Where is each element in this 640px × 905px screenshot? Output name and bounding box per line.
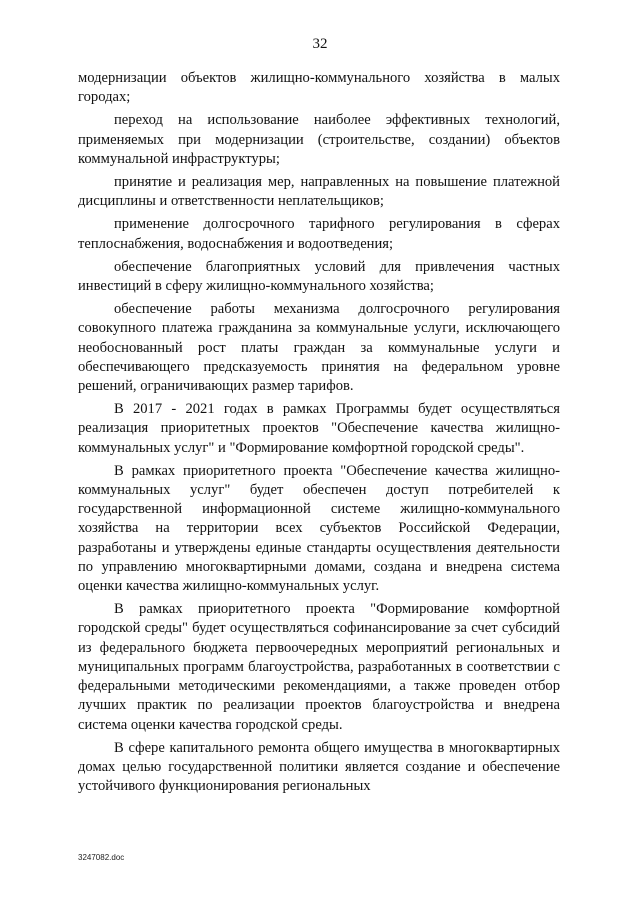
paragraph: В рамках приоритетного проекта "Обеспечение качества жилищно-коммунальных услуг" будет обеспечен доступ потребителей к государственной информационной системе жилищно-коммунального хозяйства на территории всех субъектов Российской Федерации, разработаны и утверждены единые стандарты осуществления деятельности по управлению многоквартирными домами, создана и внедрена система оценки качества жилищно-коммунальных услуг. xyxy=(78,462,560,595)
paragraph: В сфере капитального ремонта общего имущества в многоквартирных домах целью государственной политики является создание и обеспечение устойчивого функционирования региональных xyxy=(78,739,560,795)
paragraph: В 2017 - 2021 годах в рамках Программы будет осуществляться реализация приоритетных проектов "Обеспечение качества жилищно-коммунальных услуг" и "Формирование комфортной городской среды". xyxy=(78,401,560,456)
paragraph: обеспечение благоприятных условий для привлечения частных инвестиций в сферу жилищно-коммунального хозяйства; xyxy=(78,258,560,295)
paragraph: применение долгосрочного тарифного регулирования в сферах теплоснабжения, водоснабжения и водоотведения; xyxy=(78,216,560,252)
paragraph: обеспечение работы механизма долгосрочного регулирования совокупного платежа гражданина за коммунальные услуги, исключающего необоснованный рост платы граждан за коммунальные услуги и обеспечивающего предсказуемость принятия на федеральном уровне решений, ограничивающих размер тарифов. xyxy=(78,301,560,395)
paragraph: принятие и реализация мер, направленных на повышение платежной дисциплины и ответственности неплательщиков; xyxy=(78,174,560,210)
file-name-footer: 3247082.doc xyxy=(78,853,125,862)
page-number: 32 xyxy=(312,36,328,52)
paragraph: переход на использование наиболее эффективных технологий, применяемых при модернизации (строительстве, создании) объектов коммунальной инфраструктуры; xyxy=(78,112,560,167)
paragraph: модернизации объектов жилищно-коммунального хозяйства в малых городах; xyxy=(78,70,560,106)
paragraph: В рамках приоритетного проекта "Формирование комфортной городской среды" будет осуществляться софинансирование за счет субсидий из федерального бюджета первоочередных мероприятий региональных и муниципальных программ благоустройства, разработанных в соответствии с федеральными методическими рекомендациями, а также проведен отбор лучших практик по реализации проектов благоустройства и внедрена система оценки качества городской среды. xyxy=(78,601,560,733)
document-body xyxy=(78,69,560,800)
